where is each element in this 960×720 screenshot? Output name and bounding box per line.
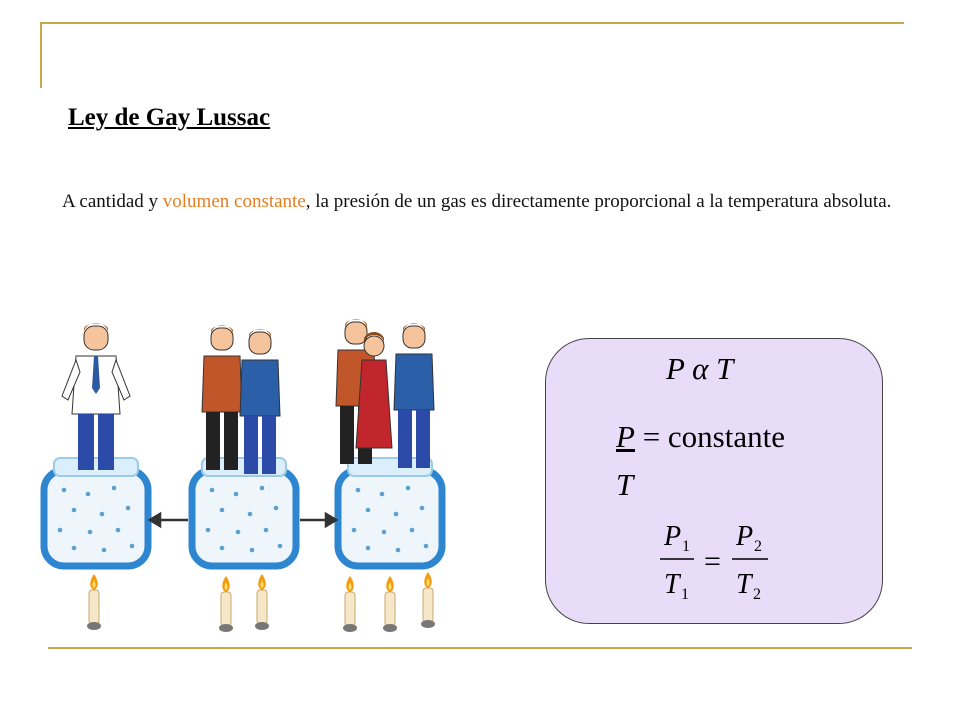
eq-right-den-sub: 2 [753,586,761,603]
arrow-left-icon [150,514,188,526]
candle-icon [421,572,435,628]
ratio-denominator: T [616,467,634,502]
candle-icon [255,574,269,630]
person-6 [394,323,434,468]
person-1 [62,323,130,470]
candle-icon [219,576,233,632]
arrow-right-icon [300,514,336,526]
container-3 [338,458,442,566]
left-rule [40,22,42,88]
eq-equals: = [704,545,721,578]
slide-title: Ley de Gay Lussac [68,104,271,131]
proportionality-statement: P α T [666,351,734,386]
eq-left-den-sub: 1 [681,586,689,603]
person-2 [202,325,242,470]
candle-icon [343,576,357,632]
candle-icon [383,576,397,632]
container-1 [44,458,148,566]
formula-box [545,338,883,624]
top-rule [40,22,904,24]
bottom-rule [48,647,912,649]
eq-right-num-sub: 2 [754,538,762,555]
eq-right-den: T [736,569,752,600]
ratio-numerator: P [616,419,635,454]
container-2 [192,458,296,566]
ratio-equals-constant: = constante [634,419,785,454]
gas-containers-illustration [38,306,458,636]
gay-lussac-equation [646,515,786,611]
paragraph-highlight: volumen constante [162,191,306,212]
eq-right-num: P [736,521,754,552]
person-3 [240,329,280,474]
paragraph-text-end: , la presión de un gas es directamente proporcional a la temperatura absoluta. [305,191,892,212]
description-paragraph [62,186,896,217]
ratio-numerator-line [616,419,785,455]
eq-left-num-sub: 1 [682,538,690,555]
paragraph-text-start: A cantidad y [62,191,163,212]
eq-left-den: T [664,569,680,600]
eq-left-num: P [664,521,682,552]
person-5 [356,332,392,448]
candle-icon [87,574,101,630]
